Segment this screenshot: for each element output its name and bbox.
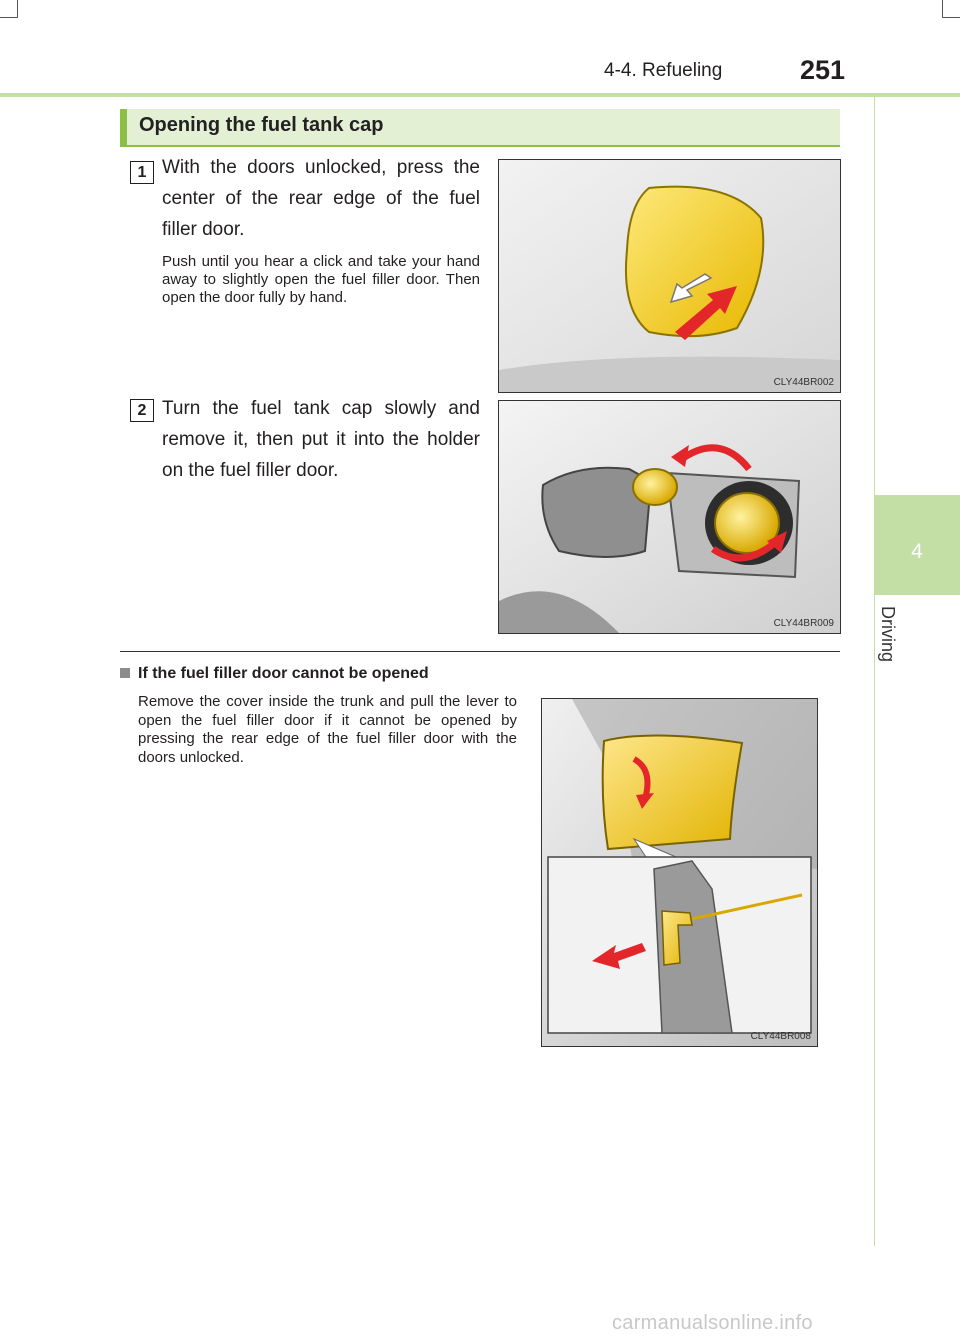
step-2-text: Turn the fuel tank cap slowly and remove it, then put it into the holder on the fuel filler door.	[162, 398, 480, 481]
header-rule	[0, 93, 960, 97]
chapter-title: Driving	[878, 606, 898, 663]
watermark-text: carmanualsonline.info	[612, 1312, 813, 1334]
step-1-text: With the doors unlocked, press the center of the rear edge of the fuel filler door.	[162, 157, 480, 240]
header-section-title: 4-4. Refueling	[604, 60, 723, 81]
step-1-note: Push until you hear a click and take your hand away to slightly open the fuel filler door. Then open the door fully by hand.	[162, 253, 480, 306]
condition-text: Remove the cover inside the trunk and pull the lever to open the fuel filler door if it cannot be opened by pressing the rear edge of the fuel filler door with the doors unlocked.	[138, 693, 517, 766]
figure-code: CLY44BR009	[773, 618, 834, 629]
condition-heading-text: If the fuel filler door cannot be opened	[138, 665, 429, 682]
condition-heading	[120, 665, 429, 683]
trunk-lever-illustration	[542, 699, 817, 1046]
crop-mark	[942, 17, 960, 18]
page-number: 251	[800, 55, 846, 85]
square-bullet-icon	[120, 668, 130, 678]
chapter-number: 4	[911, 540, 923, 563]
fuel-cap-figure	[498, 400, 841, 634]
crop-mark	[17, 0, 18, 18]
section-heading-rule	[120, 145, 840, 147]
crop-mark	[942, 0, 943, 18]
section-heading-bar	[120, 109, 127, 145]
step-number-badge: 2	[130, 399, 154, 422]
figure-code: CLY44BR002	[773, 377, 834, 388]
fuel-filler-door-illustration	[499, 160, 840, 392]
step-number-badge: 1	[130, 161, 154, 184]
trunk-lever-figure	[541, 698, 818, 1047]
figure-code: CLY44BR008	[750, 1031, 811, 1042]
section-divider	[120, 651, 840, 652]
crop-mark	[0, 17, 18, 18]
fuel-filler-door-figure	[498, 159, 841, 393]
section-title: Opening the fuel tank cap	[139, 114, 384, 136]
chapter-title-wrap	[858, 606, 928, 676]
fuel-cap-illustration	[499, 401, 840, 633]
